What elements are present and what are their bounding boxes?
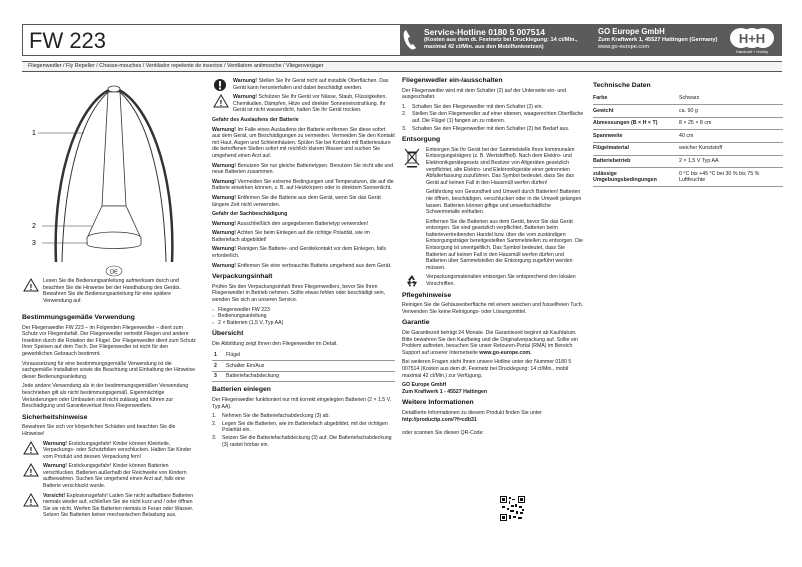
warning-item: ! Warnung! Schützen Sie Ihr Gerät vor Nässe, Staub, Flüssigkeiten, Chemikalien, Dämpfen, Hitze und direkter Sonneneinstrahlung. Ihr Gerät ist nicht wasserdicht, halten Sie Ihr Gerät trocken. (212, 94, 395, 114)
disposal-text: Entsorgen Sie Ihr Gerät bei der Sammelstelle Ihres kommunalen Entsorgungsträgers (z. B. Wertstoffhof). Nach dem Elektro- und Elektronikgerätegesetz sind Besitzer von Altgeräten gesetzlich verpflichtet, alte Elektro- und Elektronikgeräte einer getrennten Abfallerfassung zuzuführen. Das Symbol bedeutet, dass Sie das Gerät auf keinen Fall in den Hausmüll werfen dürfen! (426, 146, 575, 186)
intended-use-text: Der Fliegenwedler FW 223 – im Folgenden Fliegenwedler – dient zum Schutz vor Fliegenbefall. Der Fliegenwedler vertreibt Fliegen und andere Insekten durch die Rotation der Flügel. Der Fliegenwedler dient zum Schutz Ihrer Speisen auf dem Tisch. Der Fliegenwedler ist nicht für den gewerblichen Gebrauch bestimmt. (22, 324, 196, 357)
safety-heading: Sicherheitshinweise (22, 413, 88, 421)
svg-text:Haushalt + Hobby: Haushalt + Hobby (736, 49, 768, 54)
care-text: Reinigen Sie die Gehäuseoberfläche mit einem weichen und fusselfreien Tuch. Verwenden Sie keine Reinigungs- oder Lösungsmittel. (402, 302, 584, 315)
svg-text:H+H: H+H (738, 31, 766, 46)
intended-use-text: Jede andere Verwendung als in der bestimmungsgemäßen Verwendung beschrieben gilt als nicht bestimmungsgemäß. Eigenmächtige Veränderungen oder Umbauten sind nicht zulässig und führen zur Beschädigung und Garantieverlust Ihres Fliegenwedlers. (22, 383, 189, 410)
warranty-text: Die Garantiezeit beträgt 24 Monate. Die Garantiezeit beginnt ab Kaufdatum. Bitte bewahren Sie den Kaufbeleg und die Originalverpackung auf. Sollte ein Problem auftreten, besuchen Sie unser Retouren-Portal (RMA) im Bereich Support auf unserer Internetseite www.go-europe.com. (402, 330, 578, 356)
package-contents-list (212, 307, 395, 327)
warning-item: Warnung! Entfernen Sie eine verbrauchte Batterie umgehend aus dem Gerät. (212, 262, 392, 269)
warning-icon (23, 463, 39, 477)
svg-text:!: ! (29, 468, 33, 478)
phone-icon (402, 28, 418, 52)
intended-use-text: Voraussetzung für eine bestimmungsgemäße Verwendung ist die sachgemäße Installation sowie die Beachtung und Einhaltung der Hinweise dieser Bedienungsanleitung. (22, 360, 196, 380)
list-item: ○ 2 × Batterien (1,5 V, Typ AA) (212, 320, 395, 327)
table-row: 3 Batteriefachabdeckung (212, 371, 395, 382)
qr-code[interactable] (500, 496, 525, 521)
warning-item: Warnung! Stellen Sie Ihr Gerät nicht auf instabile Oberflächen. Das Gerät kann herunterfallen und dabei beschädigt werden. (212, 78, 395, 91)
figure-label-3: 3 (32, 240, 36, 247)
tech-specs-heading: Technische Daten (593, 82, 651, 89)
property-damage-heading: Gefahr der Sachbeschädigung (212, 211, 288, 218)
figure-label-1: 1 (32, 130, 36, 137)
read-manual-note: ! Lesen Sie die Bedienungsanleitung aufmerksam durch und beachten Sie die Hinweise bei der Handhabung des Geräts. Bewahren Sie die Bedienungsanleitung für eine spätere Verwendung auf. (22, 278, 196, 304)
insert-batteries-intro: Der Fliegenwedler funktioniert nur mit korrekt eingelegten Batterien (2 × 1,5 V, Typ AA). (212, 396, 392, 410)
crossed-bin-icon (404, 148, 420, 168)
product-figure (22, 78, 196, 310)
header-contact-bar (400, 24, 782, 56)
product-subtitle: Fliegenwedler / Fly Repeller / Chasse-mouches / Ventilador repelente de insectos / Ventilatore antimosche / Vliegenverjager (22, 61, 782, 72)
warning-item: Warnung! Reinigen Sie Batterie- und Gerätekontakt vor dem Einlegen, falls erforderlich. (212, 246, 386, 260)
list-item: 2. Stellen Sie den Fliegenwedler auf einer ebenen, waagerechten Oberfläche auf. Die Flügel (1) fangen an zu rotieren. (402, 111, 584, 124)
overview-table (212, 351, 395, 383)
hotline-title: Service-Hotline 0180 5 007514 (424, 27, 545, 37)
figure-label-2: 2 (32, 223, 36, 230)
warning-item: Warnung! Ausschließlich den angegebenen Batterietyp verwenden! (212, 220, 369, 227)
on-off-steps (402, 104, 584, 132)
overview-heading: Übersicht (212, 330, 244, 338)
svg-text:!: ! (219, 99, 223, 109)
recycling-text: Verpackungsmaterialien entsorgen Sie entsprechend den lokalen Vorschriften. (426, 274, 576, 288)
qr-prompt: oder scannen Sie diesen QR-Code: (402, 430, 484, 437)
column-2 (212, 78, 395, 451)
intended-use-heading: Bestimmungsgemäße Verwendung (22, 314, 135, 321)
header-model-box (22, 24, 400, 56)
company-address: Zum Kraftwerk 1, 45527 Hattingen (Germany) www.go-europe.com (598, 37, 718, 50)
warning-icon (213, 94, 229, 108)
fly-repeller-drawing (22, 78, 196, 310)
warning-icon (23, 441, 39, 455)
column-1 (22, 78, 196, 522)
battery-leak-heading: Gefahr des Auslaufens der Batterie (212, 116, 299, 123)
warranty-hotline-text: Bei weiteren Fragen steht Ihnen unsere Hotline unter der Nummer 0180 5 007514 (Kosten aus dem dt. Festnetz bei Drucklegung: 14 ct/Min., mobil maximal 42 ct/Min.) zur Verfügung. (402, 359, 572, 379)
product-info-link[interactable]: http://productip.com/?f=cdb31 (402, 416, 477, 423)
list-item: 2. Legen Sie die Batterien, wie im Batteriefach abgebildet, mit der richtigen Polarität ein. (212, 420, 388, 434)
svg-text:!: ! (29, 283, 33, 292)
company-name: GO Europe GmbH (598, 27, 665, 36)
table-row: 2 Schalter Ein/Aus (212, 361, 395, 372)
language-badge: DE (110, 269, 118, 276)
column-3 (402, 78, 584, 440)
table-row: 1 Flügel (212, 351, 395, 361)
warning-item: ! Warnung! Erstickungsgefahr! Kinder können Batterien verschlucken. Batterien außerhalb der Reichweite von Kindern aufbewahren. Suchen Sie umgehend einen Arzt auf, falls eine Batterie verschluckt wurde. (22, 463, 196, 489)
warning-item: Warnung! Entfernen Sie die Batterie aus dem Gerät, wenn Sie das Gerät längere Zeit nicht verwenden. (212, 194, 381, 208)
warning-item: Warnung! Vermeiden Sie extreme Bedingungen und Temperaturen, die auf die Batterie einwirken können, z. B. auf Heizkörpern oder in direktem Sonnenlicht. (212, 178, 394, 192)
package-contents-intro: Prüfen Sie den Verpackungsinhalt Ihres Fliegenwedlers, bevor Sie Ihren Fliegenwedler in Betrieb nehmen. Sollte etwas fehlen oder beschädigt sein, wenden Sie sich an unseren Service. (212, 283, 386, 304)
warranty-heading: Garantie (402, 319, 430, 327)
disposal-heading: Entsorgung (402, 136, 441, 144)
table-row: Flügelmaterial weicher Kunststoff (593, 142, 783, 155)
svg-text:!: ! (29, 497, 33, 507)
warning-item: Warnung! Benutzen Sie nur gleiche Batterietypen. Benutzen Sie nicht alte und neue Batterien zusammen. (212, 162, 394, 176)
disposal-block (402, 147, 584, 272)
table-row: Batteriebetrieb 2 × 1,5 V Typ AA (593, 155, 783, 168)
hotline-note: (Kosten aus dem dt. Festnetz bei Drucklegung: 14 ct/Min., maximal 42 ct/Min. aus den Mobilfunknetzen) (424, 37, 578, 50)
list-item: 3. Schalten Sie den Fliegenwedler mit dem Schalter (2) bei Bedarf aus. (402, 125, 570, 132)
safety-intro: Bewahren Sie sich vor körperlichen Schäden und beachten Sie die Hinweise! (22, 424, 176, 437)
more-info-text: Detaillierte Informationen zu diesem Produkt finden Sie unter http://productip.com/?f=cdb31 (402, 409, 542, 423)
on-off-intro: Der Fliegenwedler wird mit dem Schalter (2) auf der Unterseite ein- und ausgeschaltet. (402, 87, 567, 101)
model-title: FW 223 (29, 28, 107, 53)
warning-item: Warnung! Achten Sie beim Einlegen auf die richtige Polarität, wie im Batteriefach abgebildet! (212, 230, 370, 243)
disposal-text: Gefährdung von Gesundheit und Umwelt durch Batterien! Batterien nie öffnen, beschädigen, verschlucken oder in die Umwelt gelangen lassen. Batterien können giftige und umweltschädliche Schwermetalle enthalten. (426, 189, 582, 216)
warning-item: ! Vorsicht! Explosionsgefahr! Laden Sie nicht aufladbare Batterien niemals wieder auf, schließen Sie sie nicht kurz und / oder öffnen Sie sie nicht. Werfen Sie Batterien niemals in Feuer oder Wasser. Setzen Sie Batterien keiner mechanischen Belastung aus. (22, 493, 196, 519)
table-row: Farbe Schwarz (593, 93, 783, 105)
stop-warning-icon (213, 78, 227, 92)
table-row: Spannweite 40 cm (593, 130, 783, 143)
warning-item: ! Warnung! Erstickungsgefahr! Kinder können Kleinteile, Verpackungs- oder Schutzfolien verschlucken. Halten Sie Kinder vom Produkt und dessen Verpackung fern! (22, 441, 196, 461)
disposal-text: Entfernen Sie die Batterien aus dem Gerät, bevor Sie das Gerät entsorgen. Sie sind gesetzlich verpflichtet, Batterien beim batterievertreibenden Handel bzw. über die vom zuständigen Entsorgungsträger bereitgestellten Sammelstellen zu entsorgen. Die Entsorgung ist unentgeltlich. Das Symbol bedeutet, dass Sie Batterien auf keinen Fall in den Hausmüll werfen dürfen und Batterien über Sammelstellen der Entsorgung zugeführt werden müssen. (426, 218, 583, 271)
overview-intro: Die Abbildung zeigt Ihnen den Fliegenwedler im Detail. (212, 341, 338, 347)
table-row: Abmessungen (B × H × T) 8 × 25 × 8 cm (593, 117, 783, 130)
more-info-heading: Weitere Informationen (402, 399, 474, 407)
insert-batteries-heading: Batterien einlegen (212, 386, 271, 394)
warranty-company: GO Europe GmbH Zum Kraftwerk 1 - 45527 Hattingen (402, 382, 488, 395)
table-row: zulässige Umgebungsbedingungen 0 °C bis +45 °C bei 30 % bis 75 % Luftfeuchte (593, 168, 783, 187)
svg-text:!: ! (29, 445, 33, 455)
on-off-heading: Fliegenwedler ein-/ausschalten (402, 77, 503, 84)
recycling-icon (404, 274, 420, 288)
recycling-block (402, 274, 584, 287)
list-item: ○ Fliegenwedler FW 223 (212, 307, 395, 314)
list-item: 3. Setzen Sie die Batteriefachabdeckung (3) auf. Die Batteriefachabdeckung (3) rastet hörbar ein. (212, 434, 392, 448)
warning-icon (23, 493, 39, 507)
table-row: Gewicht ca. 90 g (593, 105, 783, 118)
insert-batteries-steps (212, 413, 395, 448)
list-item: 1. Nehmen Sie die Batteriefachabdeckung (3) ab. (212, 413, 330, 420)
column-4 (593, 78, 783, 187)
package-contents-heading: Verpackungsinhalt (212, 273, 273, 281)
tech-specs-table (593, 93, 783, 188)
warning-item: Warnung! Im Falle eines Auslaufens der Batterie entfernen Sie diese sofort aus dem Gerät, um Beschädigungen zu vermeiden. Vermeiden Sie den Kontakt mit Haut, Augen und Schleimhäuten. Spülen Sie bei Kontakt mit Batteriesäure die betroffenen Stellen sofort mit reichlich klarem Wasser und suchen Sie umgehend einen Arzt auf. (212, 126, 395, 159)
list-item: ○ Bedienungsanleitung (212, 313, 395, 320)
brand-logo (728, 26, 776, 54)
manual-warning-icon (23, 278, 39, 292)
care-heading: Pflegehinweise (402, 291, 452, 299)
list-item: 1. Schalten Sie den Fliegenwedler mit dem Schalter (2) ein. (402, 103, 543, 110)
